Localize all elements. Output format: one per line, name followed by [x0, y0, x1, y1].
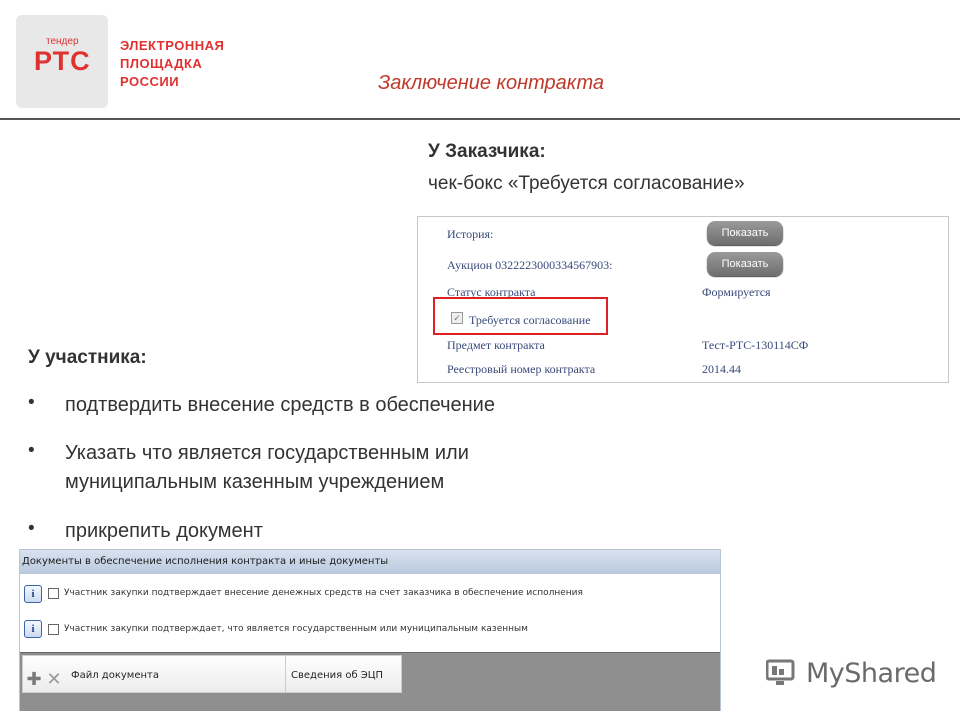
deposit-text: Участник закупки подтверждает внесение денежных средств на счет заказчика в обеспечение исполнения	[64, 588, 583, 598]
state-institution-checkbox[interactable]	[48, 624, 59, 635]
documents-panel	[19, 549, 721, 711]
approval-label: Требуется согласование	[469, 313, 591, 327]
grid-header	[22, 655, 402, 693]
bullet-marker: •	[28, 392, 35, 413]
contract-panel	[417, 216, 949, 383]
bullet-line: муниципальным казенным учреждением	[65, 471, 445, 493]
status-label: Статус контракта	[447, 285, 536, 299]
documents-header: Документы в обеспечение исполнения контракта и иные документы	[20, 550, 720, 574]
logo-main-text: РТС	[34, 46, 91, 76]
bullet-line: подтвердить внесение средств в обеспечение	[65, 394, 495, 416]
logo-caption-line: ПЛОЩАДКА	[120, 56, 203, 71]
subject-label: Предмет контракта	[447, 338, 545, 352]
approval-checkbox[interactable]: ✓	[451, 312, 463, 324]
bullet-marker: •	[28, 518, 35, 539]
auction-label: Аукцион 0322223000334567903:	[447, 258, 613, 272]
column-divider	[285, 656, 286, 692]
customer-checkbox-text: чек-бокс «Требуется согласование»	[428, 173, 745, 194]
subject-value: Тест-РТС-130114СФ	[702, 338, 809, 352]
deposit-checkbox[interactable]	[48, 588, 59, 599]
add-icon[interactable]: ✚	[26, 669, 42, 690]
logo-caption	[120, 37, 224, 91]
history-show-button[interactable]: Показать	[707, 221, 783, 245]
history-label: История:	[447, 227, 494, 241]
auction-show-button[interactable]: Показать	[707, 252, 783, 276]
delete-icon[interactable]: ✕	[46, 669, 62, 690]
info-icon[interactable]: i	[24, 585, 42, 603]
info-icon[interactable]: i	[24, 620, 42, 638]
myshared-logo-icon	[766, 659, 796, 687]
customer-heading: У Заказчика:	[428, 141, 546, 162]
myshared-watermark: MyShared	[806, 658, 937, 689]
column-signature[interactable]: Сведения об ЭЦП	[291, 670, 384, 681]
column-file[interactable]: Файл документа	[71, 670, 159, 681]
registry-label: Реестровый номер контракта	[447, 362, 596, 376]
status-value: Формируется	[702, 285, 771, 299]
state-institution-text: Участник закупки подтверждает, что является государственным или муниципальным казенным	[64, 624, 528, 634]
participant-heading: У участника:	[28, 347, 147, 368]
logo-caption-line: РОССИИ	[120, 74, 180, 89]
page-title: Заключение контракта	[378, 72, 605, 94]
attachments-grid	[20, 652, 720, 711]
logo-small-text: тендер	[46, 36, 79, 47]
logo-caption-line: ЭЛЕКТРОННАЯ	[120, 38, 225, 53]
bullet-item	[65, 439, 469, 497]
registry-value: 2014.44	[702, 362, 741, 376]
bullet-line: Указать что является государственным или	[65, 442, 469, 464]
bullet-item	[65, 391, 495, 420]
bullet-marker: •	[28, 440, 35, 461]
bullet-item	[65, 517, 263, 546]
header-divider	[0, 118, 960, 120]
bullet-line: прикрепить документ	[65, 520, 263, 542]
